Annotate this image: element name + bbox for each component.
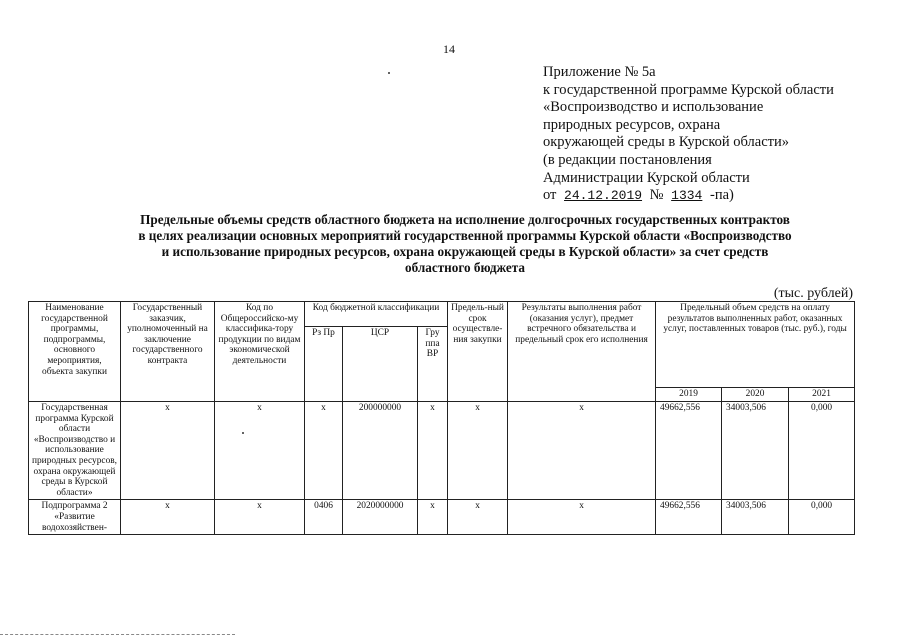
title-line: в целях реализации основных мероприятий государственной программы Курской области «Воспроизводство [138, 228, 792, 243]
unit-label: (тыс. рублей) [773, 286, 853, 301]
header-csr: ЦСР [343, 327, 418, 402]
resolution-date-line [543, 187, 883, 205]
row-2019: 49662,556 [656, 500, 722, 535]
appendix-line: (в редакции постановления [543, 151, 712, 168]
appendix-block [543, 64, 883, 205]
row-customer: х [121, 500, 215, 535]
appendix-line: к государственной программе Курской области [543, 81, 834, 98]
appendix-line: Администрации Курской области [543, 169, 750, 186]
row-csr: 200000000 [343, 402, 418, 500]
header-year: 2021 [789, 388, 855, 402]
header-year: 2020 [722, 388, 789, 402]
row-rzpr: х [305, 402, 343, 500]
scan-speck [388, 72, 390, 74]
budget-table [28, 301, 855, 535]
number-suffix: -па) [709, 187, 734, 204]
number-sign: № [649, 187, 664, 204]
table-row [29, 500, 855, 535]
header-okpd: Код по Общероссийско-му классифика-тору продукции по видам экономической деятельности [215, 302, 305, 402]
appendix-line: окружающей среды в Курской области» [543, 134, 790, 151]
row-2021: 0,000 [789, 402, 855, 500]
row-term: х [448, 500, 508, 535]
title-line: и использование природных ресурсов, охрана окружающей среды в Курской области» за счет средств [161, 244, 769, 259]
appendix-line: природных ресурсов, охрана [543, 116, 721, 133]
page-bottom-rule [0, 634, 235, 635]
row-results: х [508, 500, 656, 535]
header-row [29, 302, 855, 327]
row-2020: 34003,506 [722, 402, 789, 500]
row-customer: х [121, 402, 215, 500]
appendix-line: «Воспроизводство и использование [543, 99, 764, 116]
budget-table-container [28, 301, 854, 535]
date-prefix: от [543, 187, 557, 204]
row-csr: 2020000000 [343, 500, 418, 535]
row-term: х [448, 402, 508, 500]
resolution-date: 24.12.2019 [564, 188, 643, 204]
header-year: 2019 [656, 388, 722, 402]
row-2019: 49662,556 [656, 402, 722, 500]
header-name: Наименование государственной программы, подпрограммы, основного мероприятия, объекта закупки [29, 302, 121, 402]
header-gr-vr: Гру ппа ВР [418, 327, 448, 402]
header-kbk: Код бюджетной классификации [305, 302, 448, 327]
row-2021: 0,000 [789, 500, 855, 535]
header-results: Результаты выполнения работ (оказания услуг), предмет встречного обязательства и предельный срок его исполнения [508, 302, 656, 402]
header-volume: Предельный объем средств на оплату результатов выполненных работ, оказанных услуг, поставленных товаров (тыс. руб.), годы [656, 302, 855, 388]
row-gr-vr: х [418, 500, 448, 535]
row-2020: 34003,506 [722, 500, 789, 535]
title-line: Предельные объемы средств областного бюджета на исполнение долгосрочных государственных контрактов [140, 212, 790, 227]
title-line: областного бюджета [405, 260, 525, 275]
row-okpd: х [215, 402, 305, 500]
appendix-line: Приложение № 5а [543, 64, 656, 80]
row-name: Государственная программа Курской области «Воспроизводство и использование природных ресурсов, охрана окружающей среды в Курской области» [29, 402, 121, 500]
header-term: Предель-ный срок осуществле-ния закупки [448, 302, 508, 402]
resolution-number: 1334 [671, 188, 703, 204]
row-name: Подпрограмма 2 «Развитие водохозяйствен- [29, 500, 121, 535]
table-row [29, 402, 855, 500]
row-gr-vr: х [418, 402, 448, 500]
row-okpd: х [215, 500, 305, 535]
row-results: х [508, 402, 656, 500]
header-customer: Государственный заказчик, уполномоченный на заключение государственного контракта [121, 302, 215, 402]
row-rzpr: 0406 [305, 500, 343, 535]
page-number: 14 [443, 42, 455, 56]
document-title [70, 212, 860, 276]
header-rzpr: Рз Пр [305, 327, 343, 402]
